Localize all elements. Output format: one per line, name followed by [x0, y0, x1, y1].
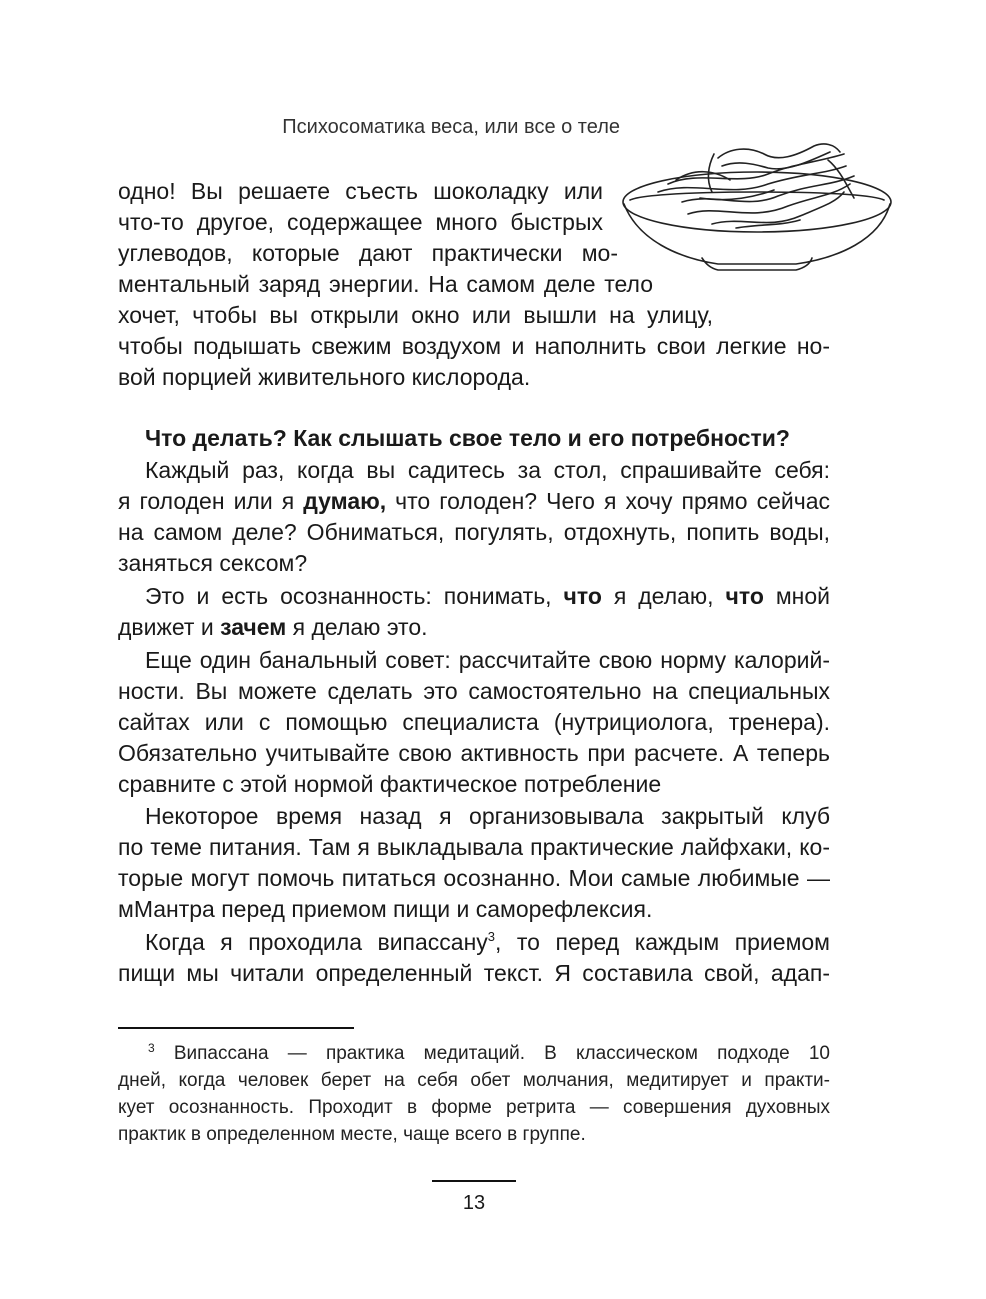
footnote-line: дней, когда человек берет на себя обет молчания, медитирует и практи- [118, 1070, 830, 1091]
body-line: вой порцией живительного кислорода. [118, 364, 531, 390]
emphasis-text: думаю, [303, 488, 387, 514]
body-line: Некоторое время назад я организовывала закрытый клуб [145, 803, 830, 829]
body-line: сайтах или с помощью специалиста (нутрициолога, тренера). [118, 709, 830, 735]
footnote-divider [118, 1027, 354, 1029]
emphasis-text: что [725, 583, 764, 609]
page-number-rule [432, 1180, 516, 1182]
body-line: Обязательно учитывайте свою активность при расчете. А теперь [118, 740, 830, 766]
body-line: ментальный заряд энергии. На самом деле тело [118, 271, 653, 297]
footnote-line: практик в определенном месте, чаще всего в группе. [118, 1124, 586, 1145]
body-line: на самом деле? Обниматься, погулять, отдохнуть, попить воды, [118, 519, 830, 545]
body-line: заняться сексом? [118, 550, 308, 576]
body-line: движет и зачем я делаю это. [118, 614, 428, 640]
emphasis-text: зачем [220, 614, 287, 640]
section-heading: Что делать? Как слышать свое тело и его потребности? [145, 425, 790, 451]
emphasis-text: что [563, 583, 602, 609]
body-line: по теме питания. Там я выкладывала практические лайфхаки, ко- [118, 834, 830, 860]
footnote-marker: 3 [148, 1041, 155, 1055]
footnote-line: $^3$ Випассана — практика медитаций. В классическом подходе 10 [148, 1041, 830, 1064]
page-number: 13 [462, 1192, 486, 1214]
body-line: что-то другое, содержащее много быстрых [118, 209, 603, 235]
body-line: углеводов, которые дают практически мо- [118, 240, 618, 266]
noodle-bowl-icon [618, 140, 896, 280]
body-line: Еще один банальный совет: рассчитайте свою норму калорий- [145, 647, 830, 673]
body-line: одно! Вы решаете съесть шоколадку или [118, 178, 603, 204]
body-line: торые могут помочь питаться осознанно. Мои самые любимые — [118, 865, 830, 891]
body-line: чтобы подышать свежим воздухом и наполнить свои легкие но- [118, 333, 830, 359]
body-line: Когда я проходила випассану$^3$, то перед каждым приемом [145, 929, 830, 955]
footnote-line: кует осознанность. Проходит в форме ретрита — совершения духовных [118, 1097, 830, 1118]
body-line: мМантра перед приемом пищи и саморефлексия. [118, 896, 653, 922]
running-title: Психосоматика веса, или все о теле [282, 116, 620, 138]
body-line: ности. Вы можете сделать это самостоятельно на специальных [118, 678, 830, 704]
body-line: хочет, чтобы вы открыли окно или вышли на улицу, [118, 302, 713, 328]
footnote-reference[interactable]: 3 [487, 929, 496, 944]
body-line: Это и есть осознанность: понимать, что я делаю, что мной [145, 583, 830, 609]
body-line: я голоден или я думаю, что голоден? Чего я хочу прямо сейчас [118, 488, 831, 514]
body-line: сравните с этой нормой фактическое потребление [118, 771, 662, 797]
body-line: пищи мы читали определенный текст. Я составила свой, адап- [118, 960, 830, 986]
body-line: Каждый раз, когда вы садитесь за стол, спрашивайте себя: [145, 457, 830, 483]
